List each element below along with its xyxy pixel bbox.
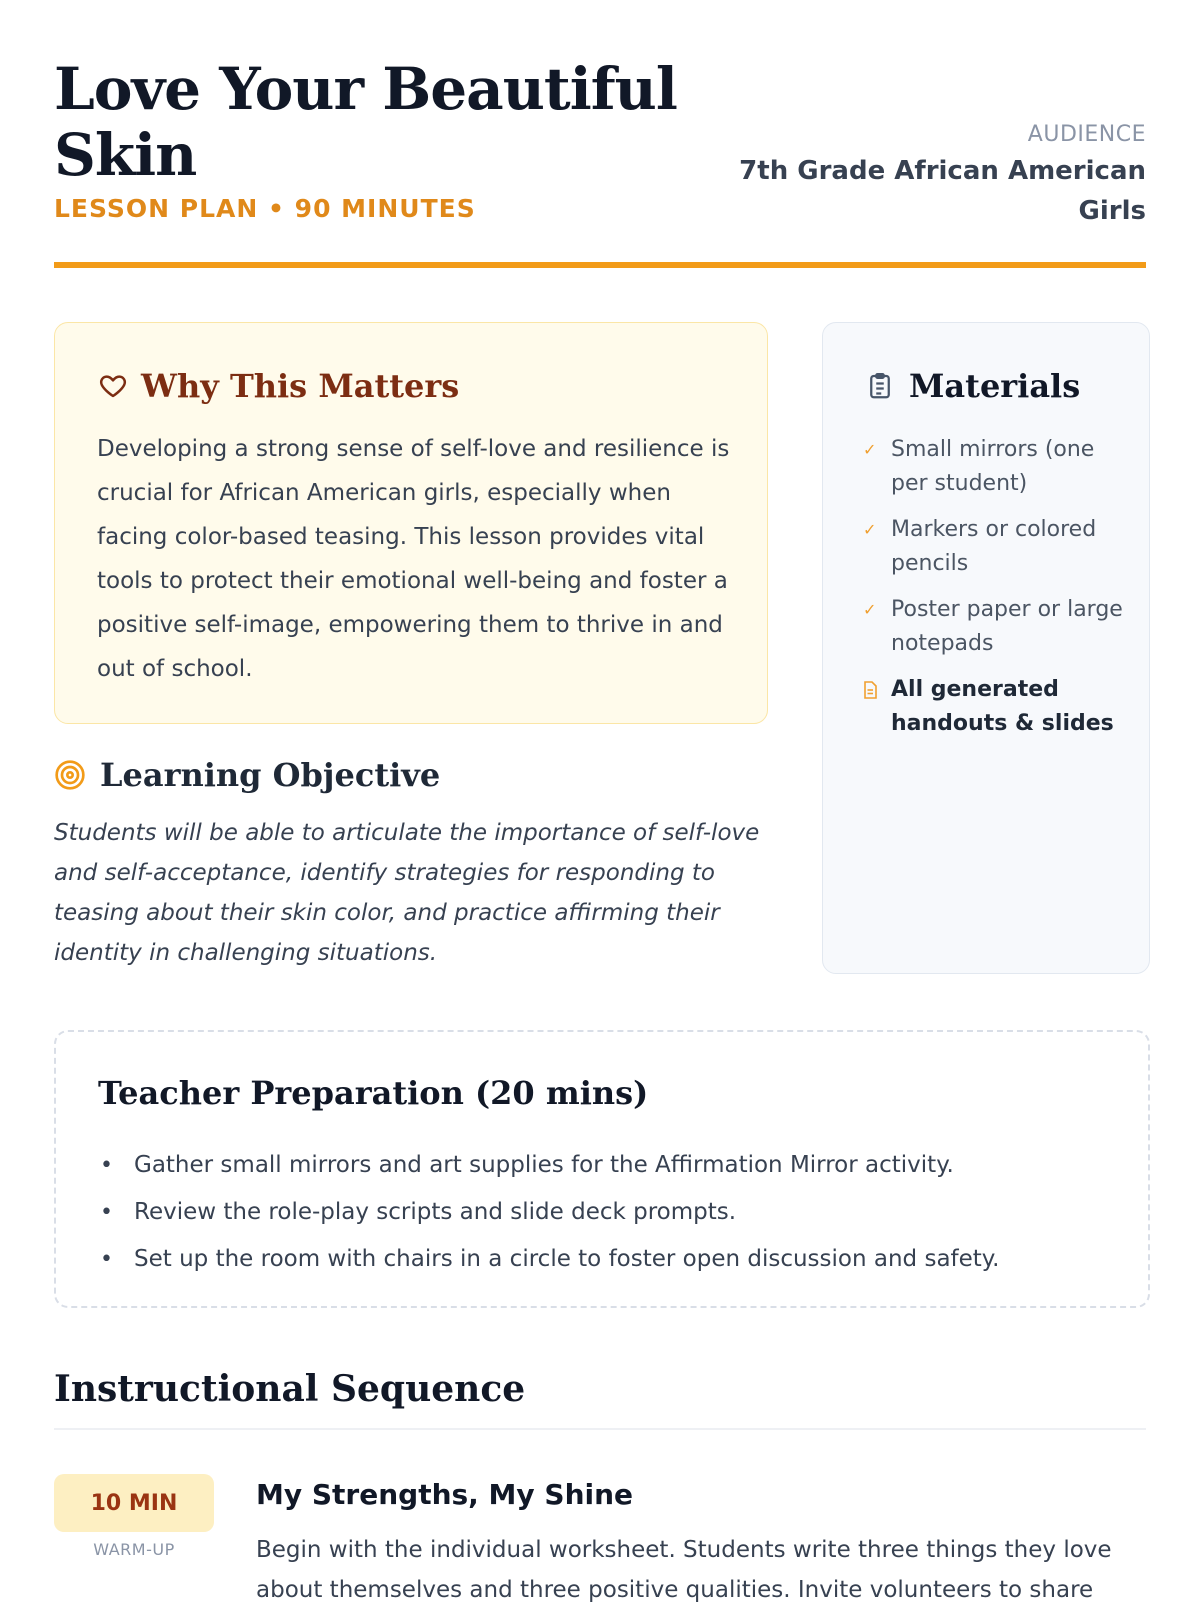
- materials-header: [865, 367, 1080, 405]
- page-title: Love Your Beautiful Skin: [54, 55, 677, 189]
- step-title: My Strengths, My Shine: [256, 1478, 634, 1511]
- list-item: [100, 1142, 1120, 1189]
- list-item: [863, 513, 1123, 581]
- prep-item-text: Gather small mirrors and art supplies for the Affirmation Mirror activity.: [134, 1152, 954, 1178]
- prep-item-text: Set up the room with chairs in a circle to foster open discussion and safety.: [134, 1246, 1000, 1272]
- audience-value: 7th Grade African American Girls: [739, 156, 1146, 226]
- material-label: Poster paper or large notepads: [891, 597, 1123, 656]
- teacher-prep-card: [54, 1030, 1150, 1308]
- step-body: Begin with the individual worksheet. Students write three things they love about themselves and three positive qualities. Invite volunteers to share: [256, 1537, 1112, 1603]
- bullet-icon: •: [100, 1153, 113, 1178]
- why-body: Developing a strong sense of self-love and resilience is crucial for African American girls, especially when facing color-based teasing. This lesson provides vital tools to protect their emotional well-being and foster a positive self-image, empowering them to thrive in and out of school.: [97, 436, 730, 682]
- materials-list: [863, 433, 1123, 753]
- objective-header: [54, 756, 440, 794]
- materials-title: Materials: [909, 367, 1081, 405]
- file-icon: [863, 673, 891, 699]
- bullet-icon: •: [100, 1200, 113, 1225]
- check-icon: ✓: [863, 520, 877, 539]
- sequence-title: Instructional Sequence: [54, 1368, 526, 1410]
- list-item: [863, 673, 1123, 741]
- material-label: All generated handouts & slides: [891, 677, 1114, 736]
- check-icon: ✓: [863, 440, 877, 459]
- audience-label: AUDIENCE: [1027, 122, 1146, 147]
- list-item: [863, 593, 1123, 661]
- heart-icon: [97, 371, 129, 401]
- material-label: Small mirrors (one per student): [891, 437, 1095, 496]
- lesson-subtitle: LESSON PLAN • 90 MINUTES: [54, 194, 476, 223]
- list-item: [100, 1189, 1120, 1236]
- why-header: [97, 367, 459, 405]
- prep-title: Teacher Preparation (20 mins): [98, 1074, 649, 1112]
- objective-body: Students will be able to articulate the importance of self-love and self-acceptance, identify strategies for responding to teasing about their skin color, and practice affirming their identity in challenging situations.: [54, 820, 760, 966]
- why-title: Why This Matters: [141, 367, 460, 405]
- sequence-divider: [54, 1428, 1146, 1430]
- bullet-icon: •: [100, 1247, 113, 1272]
- phase-label: WARM-UP: [93, 1540, 175, 1559]
- duration-badge: 10 MIN: [54, 1474, 214, 1532]
- why-this-matters-card: [54, 322, 768, 724]
- objective-title: Learning Objective: [100, 756, 441, 794]
- audience-block: [726, 122, 1146, 231]
- check-icon: ✓: [863, 600, 877, 619]
- header: [54, 56, 1146, 266]
- prep-item-text: Review the role-play scripts and slide deck prompts.: [134, 1199, 737, 1225]
- prep-list: [100, 1142, 1120, 1283]
- material-label: Markers or colored pencils: [891, 517, 1097, 576]
- list-item: [100, 1236, 1120, 1283]
- materials-card: [822, 322, 1150, 974]
- list-item: [863, 433, 1123, 501]
- target-icon: [54, 759, 86, 791]
- header-divider: [54, 262, 1146, 268]
- clipboard-icon: [865, 370, 895, 402]
